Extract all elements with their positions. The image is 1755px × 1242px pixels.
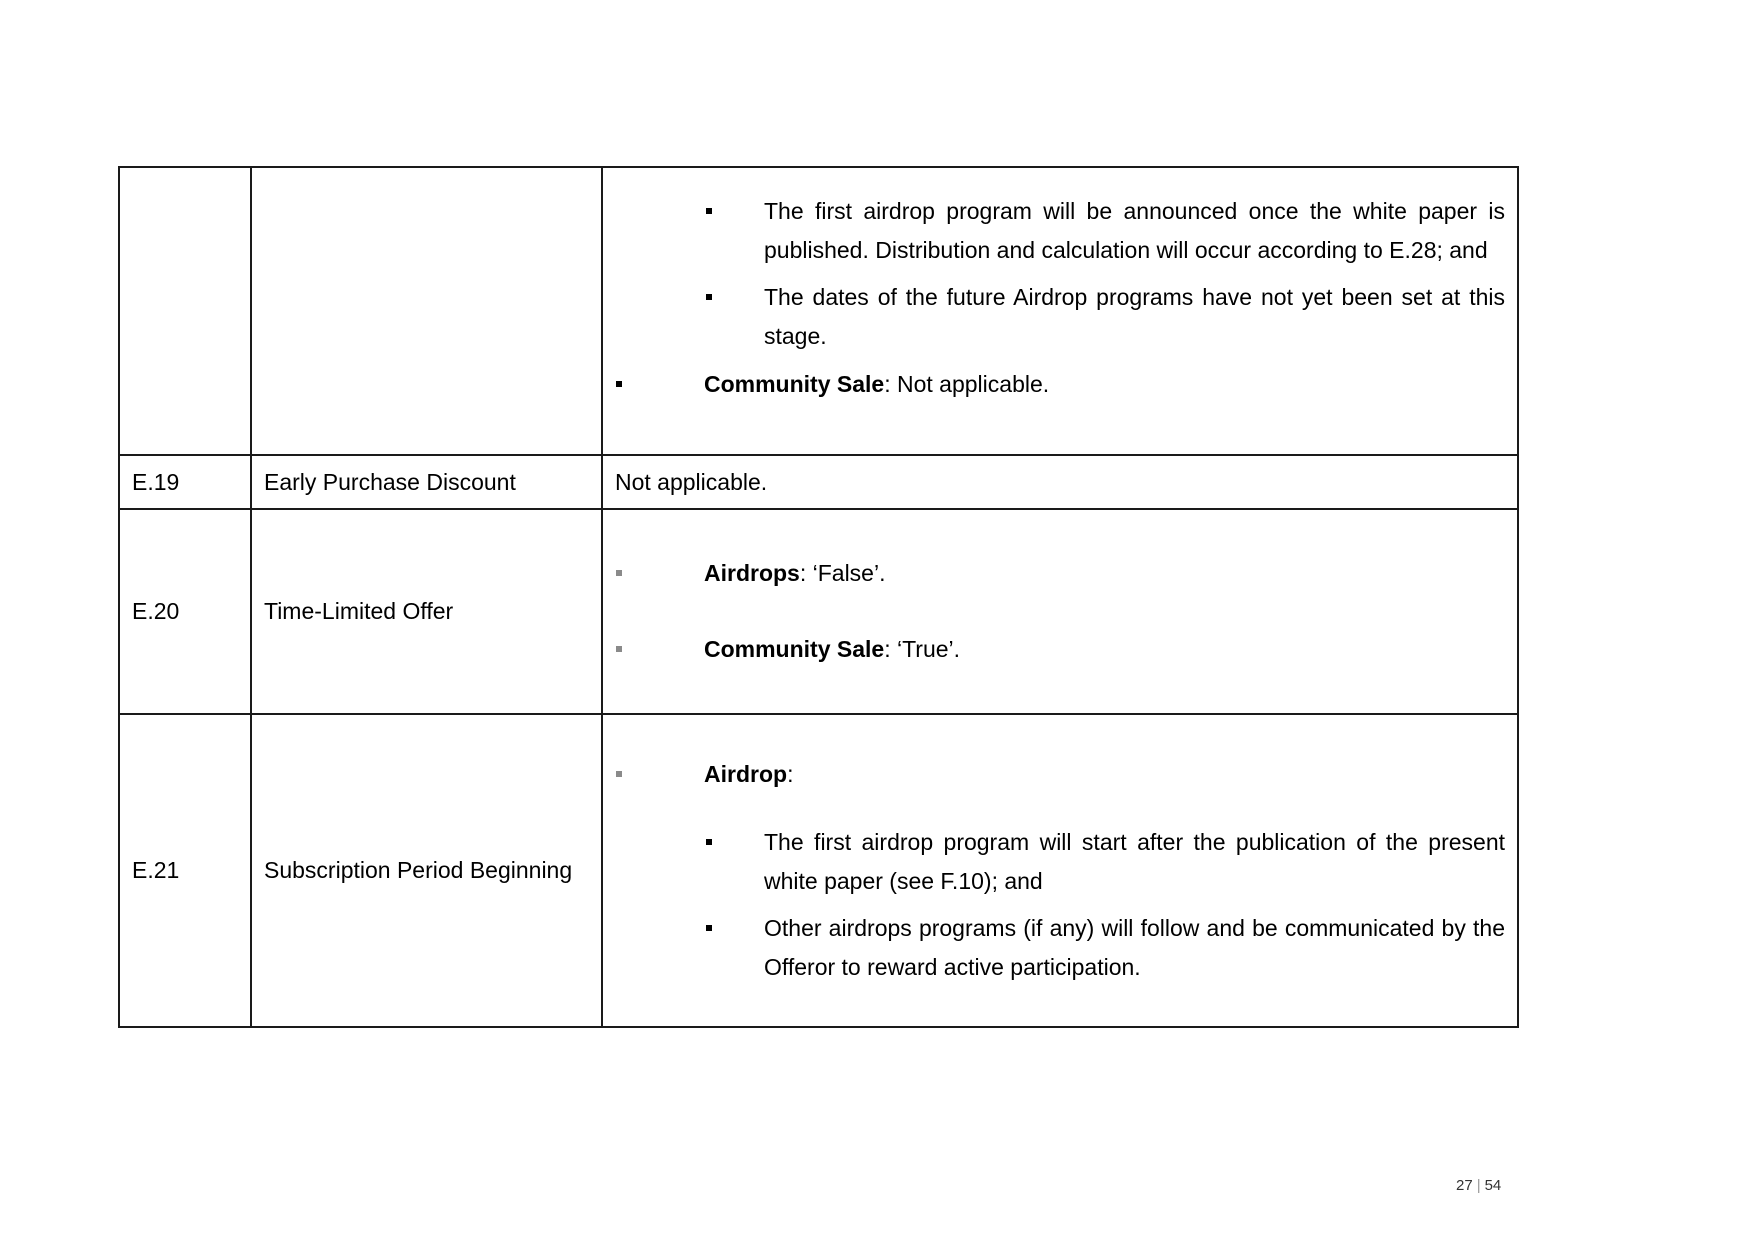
list-item: The first airdrop program will start after the publication of the present white paper (see F.10); and bbox=[603, 823, 1505, 901]
square-bullet-icon bbox=[616, 646, 622, 652]
row-field: Early Purchase Discount bbox=[251, 455, 602, 509]
list-item: The dates of the future Airdrop programs have not yet been set at this stage. bbox=[603, 278, 1505, 356]
row-content bbox=[602, 714, 1518, 1027]
square-bullet-icon bbox=[706, 925, 712, 931]
row-field bbox=[251, 167, 602, 455]
square-bullet-icon bbox=[616, 570, 622, 576]
row-content bbox=[602, 167, 1518, 455]
row-content: Not applicable. bbox=[602, 455, 1518, 509]
row-field: Subscription Period Beginning bbox=[251, 714, 602, 1027]
row-id: E.21 bbox=[119, 714, 251, 1027]
row-id bbox=[119, 167, 251, 455]
list-item: Airdrops: ‘False’. bbox=[603, 554, 1505, 593]
square-bullet-icon bbox=[616, 771, 622, 777]
row-field: Time-Limited Offer bbox=[251, 509, 602, 714]
list-item: Community Sale: Not applicable. bbox=[603, 365, 1505, 404]
disclosure-table bbox=[118, 166, 1519, 1028]
row-id: E.19 bbox=[119, 455, 251, 509]
table-row bbox=[119, 509, 1518, 714]
table-row bbox=[119, 714, 1518, 1027]
square-bullet-icon bbox=[706, 208, 712, 214]
square-bullet-icon bbox=[706, 294, 712, 300]
page-number: 27 | 54 bbox=[1456, 1177, 1502, 1194]
list-item: Other airdrops programs (if any) will follow and be communicated by the Offeror to reward active participation. bbox=[603, 909, 1505, 987]
list-item: Community Sale: ‘True’. bbox=[603, 630, 1505, 669]
square-bullet-icon bbox=[616, 381, 622, 387]
row-id: E.20 bbox=[119, 509, 251, 714]
list-item: Airdrop: bbox=[603, 755, 1505, 794]
table-row bbox=[119, 455, 1518, 509]
list-item: The first airdrop program will be announced once the white paper is published. Distribution and calculation will occur according to E.28; and bbox=[603, 192, 1505, 270]
table-row bbox=[119, 167, 1518, 455]
row-content bbox=[602, 509, 1518, 714]
square-bullet-icon bbox=[706, 839, 712, 845]
